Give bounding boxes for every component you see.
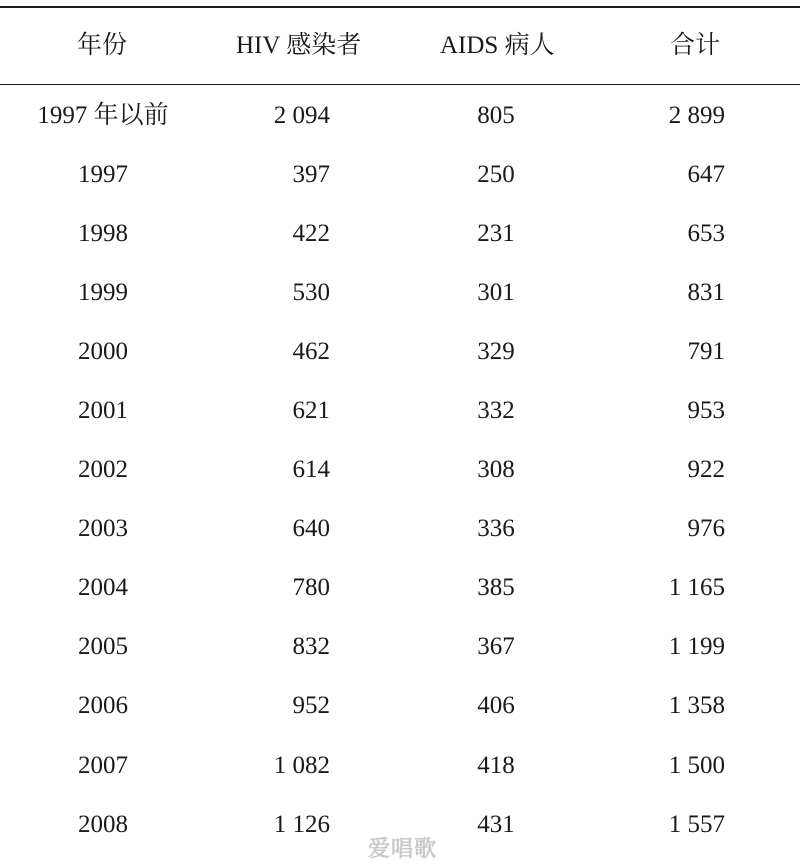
- watermark-text: 爱唱歌: [368, 837, 438, 862]
- hiv-cell: 2 094: [273, 102, 330, 129]
- table-row: [0, 214, 800, 254]
- aids-cell: 805: [477, 102, 515, 129]
- total-cell: 976: [687, 515, 725, 542]
- aids-cell: 329: [477, 338, 515, 365]
- year-cell: 2004: [78, 574, 128, 601]
- year-cell: 2006: [78, 692, 128, 719]
- table-row: [0, 450, 800, 490]
- table-row: [0, 96, 800, 136]
- aids-cell: 367: [477, 633, 515, 660]
- aids-cell: 231: [477, 220, 515, 247]
- hiv-cell: 621: [292, 397, 330, 424]
- year-cell: 2008: [78, 811, 128, 838]
- aids-cell: 301: [477, 279, 515, 306]
- hiv-cell: 422: [292, 220, 330, 247]
- table-row: [0, 568, 800, 608]
- top-rule: [0, 6, 800, 8]
- hiv-cell: 780: [292, 574, 330, 601]
- header-year: 年份: [77, 32, 128, 59]
- aids-cell: 385: [477, 574, 515, 601]
- hiv-cell: 530: [292, 279, 330, 306]
- header-hiv: HIV 感染者: [236, 32, 362, 59]
- total-cell: 647: [687, 161, 725, 188]
- total-cell: 791: [687, 338, 725, 365]
- year-cell: 2003: [78, 515, 128, 542]
- aids-cell: 332: [477, 397, 515, 424]
- table-row: [0, 509, 800, 549]
- aids-cell: 418: [477, 752, 515, 779]
- year-cell: 2000: [78, 338, 128, 365]
- aids-cell: 308: [477, 456, 515, 483]
- hiv-cell: 640: [292, 515, 330, 542]
- year-cell: 1999: [78, 279, 128, 306]
- hiv-cell: 614: [292, 456, 330, 483]
- aids-cell: 250: [477, 161, 515, 188]
- year-cell: 1997 年以前: [37, 102, 169, 129]
- total-cell: 653: [687, 220, 725, 247]
- header-aids: AIDS 病人: [440, 32, 555, 59]
- table-row: [0, 155, 800, 195]
- total-cell: 1 358: [668, 692, 725, 719]
- aids-cell: 431: [477, 811, 515, 838]
- hiv-cell: 1 082: [273, 752, 330, 779]
- hiv-cell: 462: [292, 338, 330, 365]
- year-cell: 1997: [78, 161, 128, 188]
- year-cell: 2005: [78, 633, 128, 660]
- header-row: [0, 26, 800, 66]
- year-cell: 2001: [78, 397, 128, 424]
- table-row: [0, 391, 800, 431]
- hiv-cell: 397: [292, 161, 330, 188]
- year-cell: 2002: [78, 456, 128, 483]
- table-row: [0, 332, 800, 372]
- total-cell: 953: [687, 397, 725, 424]
- table-row: [0, 686, 800, 726]
- total-cell: 1 165: [668, 574, 725, 601]
- total-cell: 831: [687, 279, 725, 306]
- total-cell: 2 899: [668, 102, 725, 129]
- table-row: [0, 627, 800, 667]
- total-cell: 1 557: [668, 811, 725, 838]
- hiv-cell: 832: [292, 633, 330, 660]
- header-total: 合计: [670, 32, 721, 59]
- year-cell: 2007: [78, 752, 128, 779]
- table-row: [0, 746, 800, 786]
- table-row: [0, 273, 800, 313]
- hiv-cell: 952: [292, 692, 330, 719]
- aids-cell: 406: [477, 692, 515, 719]
- year-cell: 1998: [78, 220, 128, 247]
- total-cell: 922: [687, 456, 725, 483]
- total-cell: 1 500: [668, 752, 725, 779]
- total-cell: 1 199: [668, 633, 725, 660]
- hiv-cell: 1 126: [273, 811, 330, 838]
- aids-cell: 336: [477, 515, 515, 542]
- header-rule: [0, 84, 800, 85]
